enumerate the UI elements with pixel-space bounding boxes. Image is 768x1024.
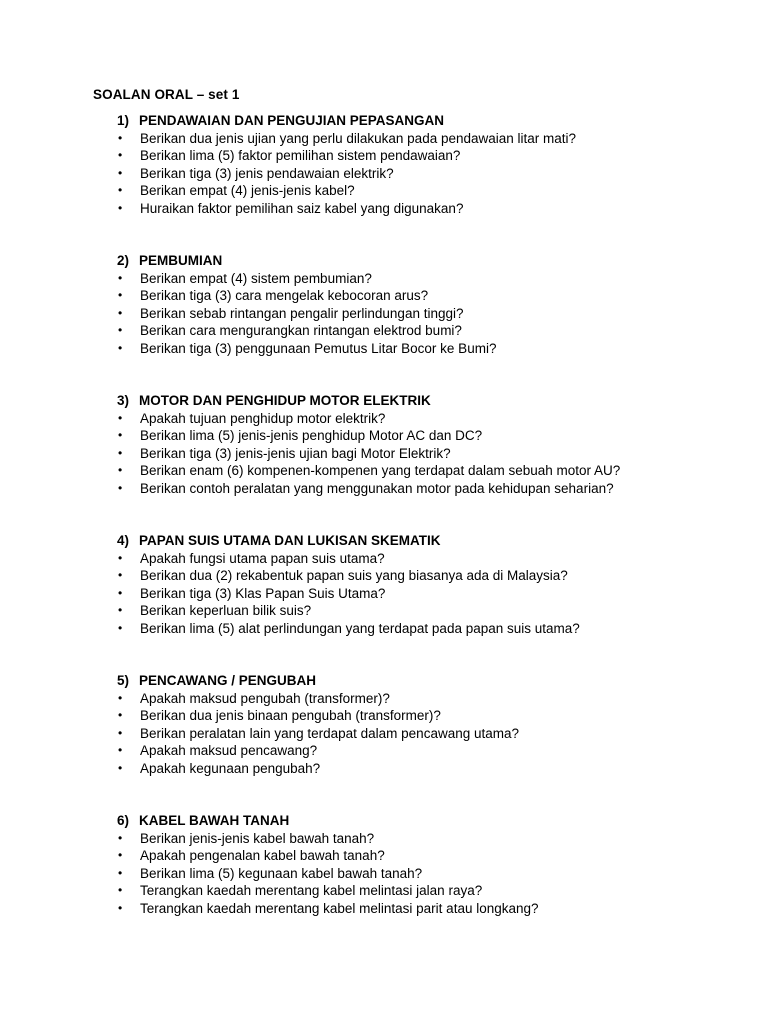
bullet-icon: • (118, 883, 123, 897)
bullet-icon: • (118, 165, 123, 180)
list-item (117, 550, 737, 568)
bullet-icon: • (118, 585, 123, 600)
list-item (117, 410, 737, 428)
bullet-icon: • (118, 410, 123, 425)
list-item (117, 270, 737, 288)
section-heading (117, 112, 737, 130)
bullet-icon: • (118, 428, 123, 442)
question-list (117, 690, 737, 778)
section-title: KABEL BAWAH TANAH (139, 813, 290, 828)
bullet-icon: • (118, 550, 123, 565)
list-item (117, 602, 737, 620)
bullet-icon: • (118, 445, 123, 460)
question-text: Apakah kegunaan pengubah? (140, 760, 321, 776)
bullet-icon: • (118, 848, 123, 862)
question-text: Berikan dua jenis binaan pengubah (transformer)? (140, 708, 441, 723)
question-list (117, 830, 737, 918)
question-text: Berikan lima (5) alat perlindungan yang terdapat pada papan suis utama? (140, 620, 580, 636)
question-text: Berikan tiga (3) cara mengelak kebocoran arus? (140, 288, 429, 303)
section-number: 4) (117, 533, 130, 548)
bullet-icon: • (118, 725, 123, 740)
question-text: Berikan tiga (3) jenis-jenis ujian bagi Motor Elektrik? (140, 445, 451, 461)
bullet-icon: • (118, 690, 123, 705)
section-number: 2) (117, 253, 130, 268)
question-text: Berikan tiga (3) jenis pendawaian elektrik? (140, 165, 394, 181)
bullet-icon: • (118, 620, 123, 635)
section-number: 5) (117, 673, 130, 688)
bullet-icon: • (118, 288, 123, 302)
list-item (117, 462, 737, 480)
question-text: Berikan contoh peralatan yang menggunakan motor pada kehidupan seharian? (140, 480, 614, 496)
list-item (117, 305, 737, 323)
bullet-icon: • (118, 708, 123, 722)
list-item (117, 445, 737, 463)
list-item (117, 480, 737, 498)
section-title: PEMBUMIAN (139, 253, 223, 268)
section-pendawaian (117, 112, 737, 217)
section-number: 1) (117, 113, 130, 128)
list-item (117, 200, 737, 218)
question-text: Apakah maksud pencawang? (140, 743, 318, 758)
bullet-icon: • (118, 130, 123, 145)
section-number: 3) (117, 393, 130, 408)
question-text: Berikan cara mengurangkan rintangan elektrod bumi? (140, 323, 462, 338)
section-heading (117, 812, 737, 830)
section-heading (117, 392, 737, 410)
bullet-icon: • (118, 480, 123, 495)
bullet-icon: • (118, 568, 123, 582)
bullet-icon: • (118, 865, 123, 880)
list-item (117, 725, 737, 743)
question-text: Berikan dua jenis ujian yang perlu dilakukan pada pendawaian litar mati? (140, 130, 577, 146)
bullet-icon: • (118, 603, 123, 617)
list-item (117, 147, 737, 165)
question-text: Terangkan kaedah merentang kabel melintasi parit atau longkang? (140, 900, 539, 916)
question-list (117, 270, 737, 358)
list-item (117, 690, 737, 708)
document-title: SOALAN ORAL – set 1 (93, 87, 240, 102)
question-text: Berikan empat (4) jenis-jenis kabel? (140, 183, 355, 198)
question-text: Berikan lima (5) kegunaan kabel bawah tanah? (140, 865, 423, 881)
section-heading (117, 672, 737, 690)
list-item (117, 707, 737, 725)
section-title: PENDAWAIAN DAN PENGUJIAN PEPASANGAN (139, 113, 445, 128)
question-text: Berikan tiga (3) penggunaan Pemutus Litar Bocor ke Bumi? (140, 340, 497, 356)
bullet-icon: • (118, 183, 123, 197)
question-text: Berikan lima (5) jenis-jenis penghidup Motor AC dan DC? (140, 428, 483, 443)
bullet-icon: • (118, 463, 123, 477)
question-text: Berikan empat (4) sistem pembumian? (140, 270, 372, 286)
section-pencawang (117, 672, 737, 777)
section-heading (117, 532, 737, 550)
question-list (117, 130, 737, 218)
list-item (117, 830, 737, 848)
list-item (117, 322, 737, 340)
question-list (117, 550, 737, 638)
bullet-icon: • (118, 148, 123, 162)
list-item (117, 620, 737, 638)
list-item (117, 585, 737, 603)
list-item (117, 760, 737, 778)
question-text: Terangkan kaedah merentang kabel melintasi jalan raya? (140, 883, 483, 898)
list-item (117, 847, 737, 865)
list-item (117, 130, 737, 148)
bullet-icon: • (118, 200, 123, 215)
list-item (117, 882, 737, 900)
question-text: Apakah maksud pengubah (transformer)? (140, 690, 390, 706)
question-text: Huraikan faktor pemilihan saiz kabel yang digunakan? (140, 200, 464, 216)
section-kabel-bawah-tanah (117, 812, 737, 917)
list-item (117, 427, 737, 445)
question-text: Berikan sebab rintangan pengalir perlindungan tinggi? (140, 305, 464, 321)
question-text: Apakah pengenalan kabel bawah tanah? (140, 848, 385, 863)
bullet-icon: • (118, 900, 123, 915)
bullet-icon: • (118, 270, 123, 285)
list-item (117, 340, 737, 358)
question-text: Berikan peralatan lain yang terdapat dalam pencawang utama? (140, 725, 520, 741)
list-item (117, 900, 737, 918)
bullet-icon: • (118, 340, 123, 355)
question-text: Berikan keperluan bilik suis? (140, 603, 312, 618)
section-motor (117, 392, 737, 497)
section-pembumian (117, 252, 737, 357)
question-text: Berikan dua (2) rekabentuk papan suis yang biasanya ada di Malaysia? (140, 568, 568, 583)
list-item (117, 182, 737, 200)
bullet-icon: • (118, 830, 123, 845)
question-text: Apakah tujuan penghidup motor elektrik? (140, 410, 386, 426)
question-text: Apakah fungsi utama papan suis utama? (140, 550, 385, 566)
section-title: PAPAN SUIS UTAMA DAN LUKISAN SKEMATIK (139, 533, 441, 548)
question-text: Berikan lima (5) faktor pemilihan sistem pendawaian? (140, 148, 461, 163)
section-title: PENCAWANG / PENGUBAH (139, 673, 317, 688)
bullet-icon: • (118, 743, 123, 757)
section-number: 6) (117, 813, 130, 828)
question-text: Berikan jenis-jenis kabel bawah tanah? (140, 830, 375, 846)
section-papan-suis (117, 532, 737, 637)
bullet-icon: • (118, 323, 123, 337)
list-item (117, 287, 737, 305)
question-list (117, 410, 737, 498)
list-item (117, 567, 737, 585)
section-title: MOTOR DAN PENGHIDUP MOTOR ELEKTRIK (139, 393, 431, 408)
section-heading (117, 252, 737, 270)
bullet-icon: • (118, 305, 123, 320)
list-item (117, 865, 737, 883)
bullet-icon: • (118, 760, 123, 775)
list-item (117, 742, 737, 760)
question-text: Berikan enam (6) kompenen-kompenen yang terdapat dalam sebuah motor AU? (140, 463, 621, 478)
list-item (117, 165, 737, 183)
question-text: Berikan tiga (3) Klas Papan Suis Utama? (140, 585, 386, 601)
